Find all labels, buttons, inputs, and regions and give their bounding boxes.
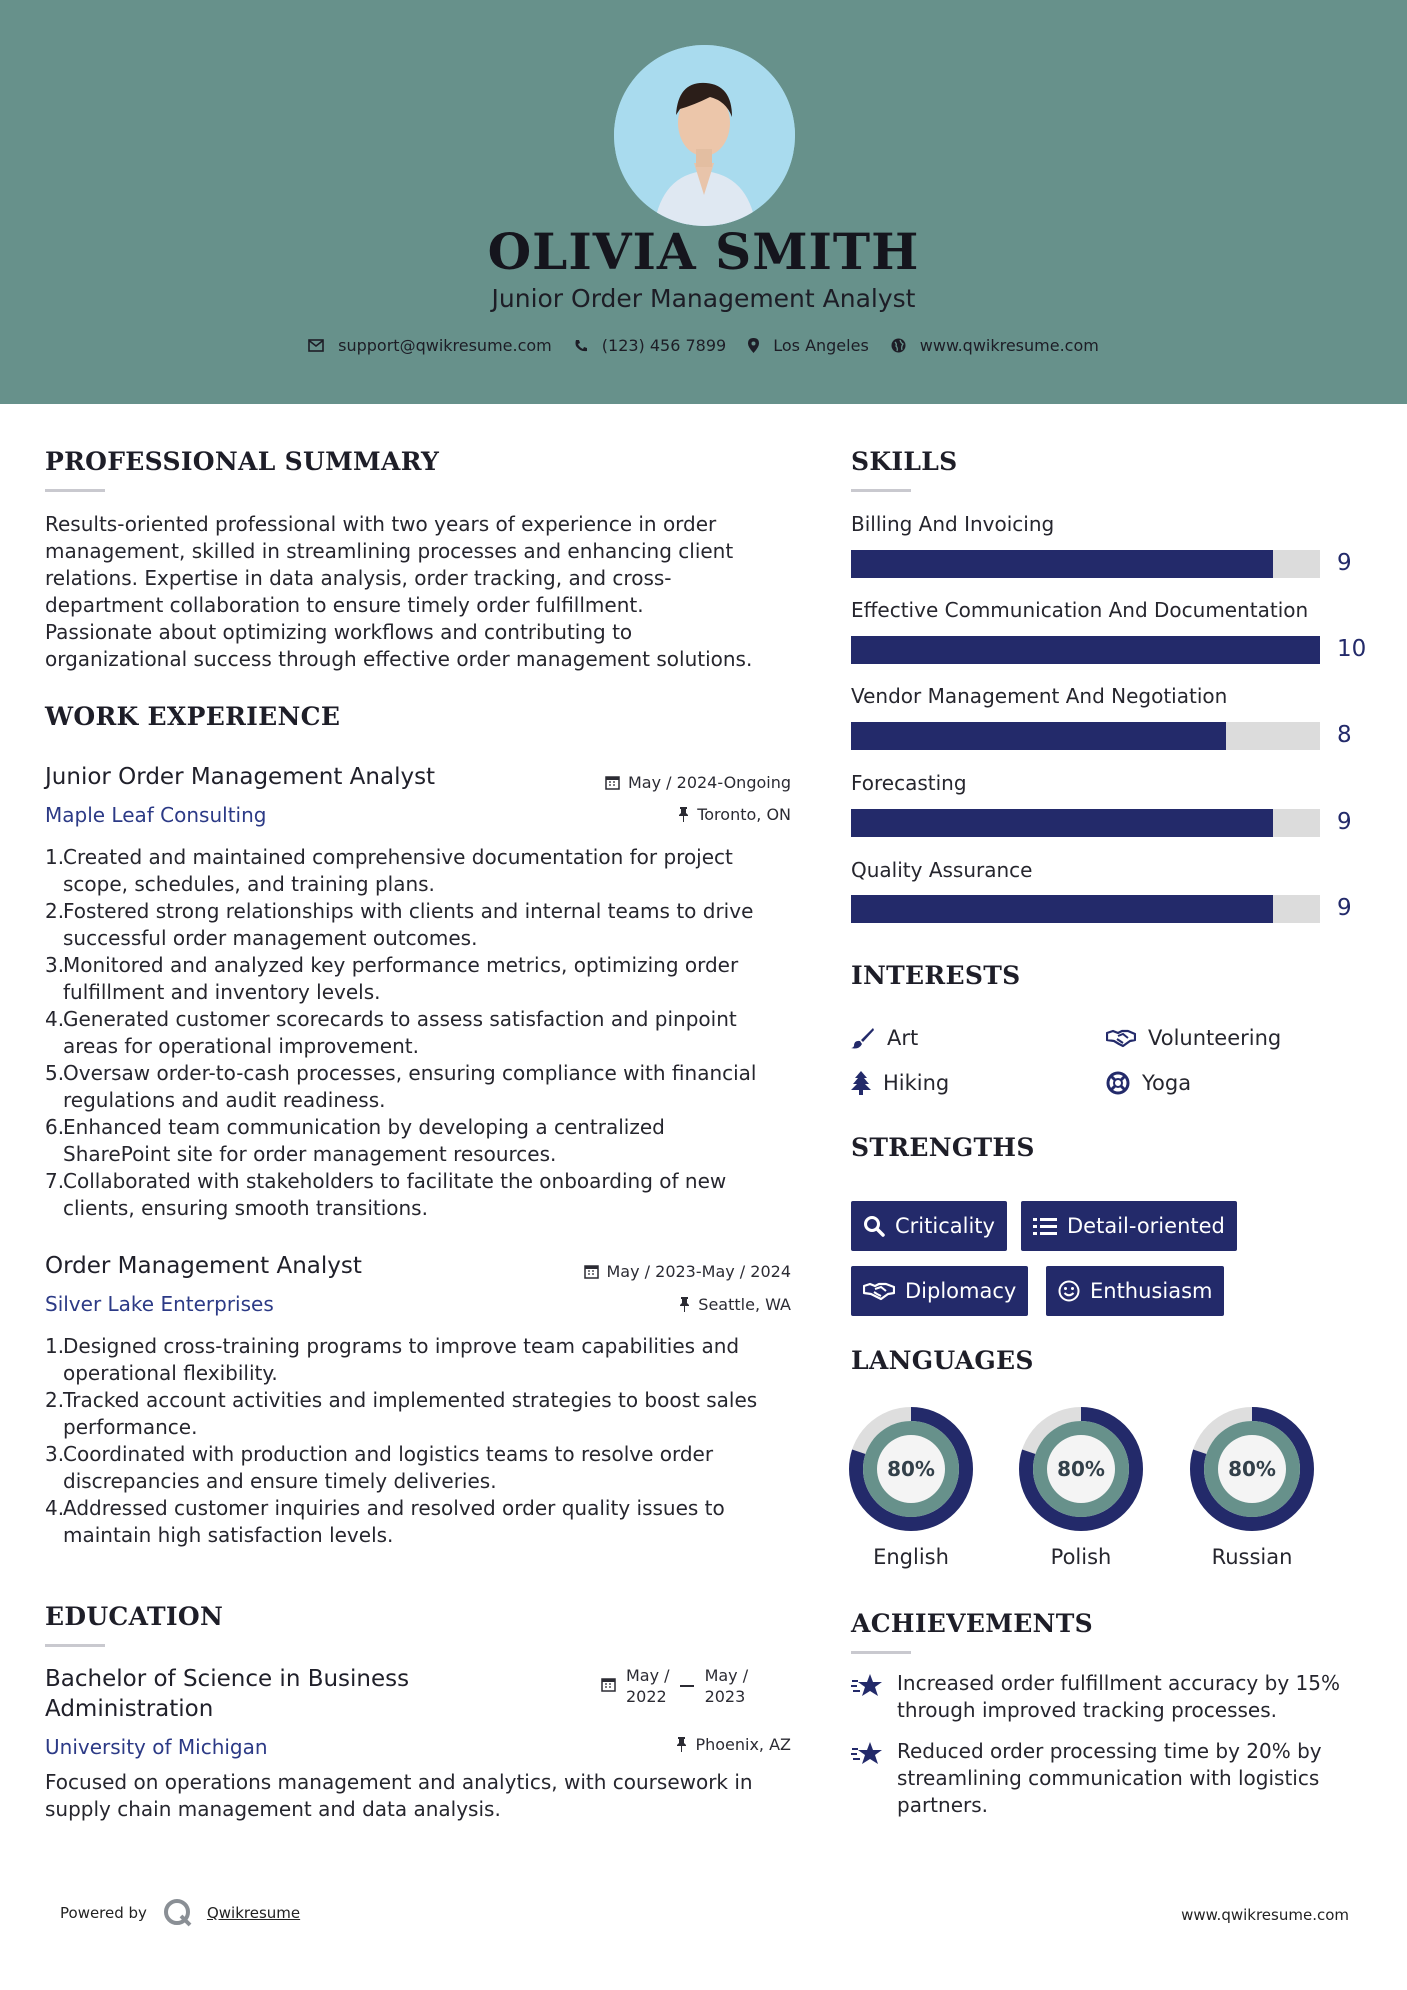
header-banner [0,0,1407,404]
list-item: 5. Oversaw order-to-cash processes, ensuring compliance with financial regulations and audit readiness. [45,1061,757,1112]
achievement-item [851,1670,1340,1724]
summary-line: organizational success through effective order management solutions. [45,647,753,671]
job-dates [605,773,791,792]
paintbrush-icon [851,1027,875,1049]
calendar-icon [584,1264,599,1279]
education-heading: EDUCATION [45,1602,224,1631]
pushpin-icon [678,807,689,822]
job-duties [45,844,805,1222]
skill-label: Vendor Management And Negotiation [851,684,1228,708]
skill-label: Forecasting [851,771,967,795]
interest-label: Hiking [883,1071,950,1095]
list-item: 2. Tracked account activities and implemented strategies to boost sales performance. [45,1388,758,1439]
job-dates-text: May / 2024-Ongoing [628,773,791,792]
interest-label: Volunteering [1148,1026,1282,1050]
pushpin-icon [679,1297,690,1312]
achievement-text: Increased order fulfillment accuracy by 15% through improved tracking processes. [897,1671,1340,1722]
star-award-icon [851,1672,883,1698]
degree-line: Bachelor of Science in Business [45,1666,410,1692]
candidate-name: OLIVIA SMITH [487,222,920,281]
education-desc-line: Focused on operations management and analytics, with coursework in [45,1770,753,1794]
handshake-icon [863,1281,895,1301]
contact-phone-text: (123) 456 7899 [601,336,727,355]
handshake-icon [1106,1028,1136,1048]
strength-badge [851,1201,1007,1251]
language-percent: 80% [1057,1457,1105,1481]
smile-icon [1058,1280,1080,1302]
achievements-heading: ACHIEVEMENTS [851,1609,1093,1638]
contact-location-text: Los Angeles [773,336,869,355]
list-item: 1. Designed cross-training programs to improve team capabilities and operational flexibility. [45,1334,740,1385]
interest-volunteering [1106,1026,1281,1050]
education-location [676,1735,791,1754]
education-description [45,1769,805,1823]
skill-bar [851,809,1320,837]
list-item: 6. Enhanced team communication by developing a centralized SharePoint site for order management resources. [45,1115,665,1166]
skill-bar [851,722,1320,750]
skill-bar [851,636,1320,664]
list-item: 7. Collaborated with stakeholders to facilitate the onboarding of new clients, ensuring smooth transitions. [45,1169,727,1220]
experience-heading: WORK EXPERIENCE [45,702,341,731]
strength-label: Diplomacy [905,1279,1017,1303]
contact-bar [0,336,1407,355]
job-title: Junior Order Management Analyst [45,764,436,790]
skill-label: Quality Assurance [851,858,1033,882]
strength-label: Criticality [895,1214,995,1238]
language-name: Russian [1211,1545,1293,1569]
strength-label: Enthusiasm [1090,1279,1213,1303]
summary-line: management, skilled in streamlining processes and enhancing client [45,539,734,563]
skill-value: 9 [1337,895,1352,921]
degree-title [45,1664,409,1724]
languages-heading: LANGUAGES [851,1346,1034,1375]
degree-line: Administration [45,1696,214,1722]
skill-bar-fill [851,550,1273,578]
summary-line: relations. Expertise in data analysis, order tracking, and cross- [45,566,672,590]
language-donut [1187,1404,1317,1534]
skill-value: 10 [1337,636,1367,662]
interest-yoga [1106,1071,1191,1095]
summary-line: Results-oriented professional with two years of experience in order [45,512,717,536]
language-donut [1016,1404,1146,1534]
interest-hiking [851,1071,949,1095]
qwikresume-logo-icon [163,1898,193,1928]
calendar-icon [605,775,620,790]
life-ring-icon [1106,1071,1130,1095]
envelope-icon [308,339,324,352]
summary-text [45,511,805,673]
language-percent: 80% [1228,1457,1276,1481]
list-icon [1033,1216,1057,1236]
strength-label: Detail-oriented [1067,1214,1225,1238]
education-dates [601,1665,748,1707]
job-duties [45,1333,805,1549]
contact-email[interactable] [308,336,552,355]
pushpin-icon [676,1737,687,1752]
list-item: 2. Fostered strong relationships with clients and internal teams to drive successful order management outcomes. [45,899,754,950]
skill-bar [851,550,1320,578]
education-divider [45,1644,105,1647]
footer-site-link[interactable]: www.qwikresume.com [1181,1906,1349,1924]
skill-label: Billing And Invoicing [851,512,1055,536]
search-icon [863,1215,885,1237]
achievements-divider [851,1651,911,1654]
skill-value: 8 [1337,722,1352,748]
language-name: Polish [1050,1545,1112,1569]
summary-heading: PROFESSIONAL SUMMARY [45,447,440,476]
list-item: 4. Addressed customer inquiries and resolved order quality issues to maintain high satisfaction levels. [45,1496,725,1547]
achievement-text: Reduced order processing time by 20% by streamlining communication with logistics partners. [897,1739,1322,1817]
interest-label: Yoga [1142,1071,1192,1095]
footer-powered-by [60,1898,300,1928]
school-name: University of Michigan [45,1735,268,1759]
job-location [679,1295,791,1314]
education-end: May / 2023 [704,1666,749,1706]
skill-bar-fill [851,636,1320,664]
interests-heading: INTERESTS [851,961,1021,990]
education-desc-line: supply chain management and data analysis. [45,1797,501,1821]
brand-link[interactable]: Qwikresume [206,1904,301,1922]
skill-bar-fill [851,895,1273,923]
phone-icon [574,339,588,353]
education-location-text: Phoenix, AZ [695,1735,791,1754]
contact-location [748,336,869,355]
list-item: 3. Coordinated with production and logistics teams to resolve order discrepancies and ensure timely deliveries. [45,1442,714,1493]
interest-label: Art [887,1026,919,1050]
strength-badge [1046,1266,1224,1316]
summary-line: department collaboration to ensure timely order fulfillment. [45,593,644,617]
language-percent: 80% [887,1457,935,1481]
skill-value: 9 [1337,550,1352,576]
list-item: 4. Generated customer scorecards to assess satisfaction and pinpoint areas for operational improvement. [45,1007,737,1058]
skill-bar [851,895,1320,923]
list-item: 3. Monitored and analyzed key performance metrics, optimizing order fulfillment and inventory levels. [45,953,739,1004]
globe-icon [891,338,906,353]
contact-email-text: support@qwikresume.com [338,336,552,355]
strength-badge [851,1266,1028,1316]
summary-divider [45,489,105,492]
star-award-icon [851,1740,883,1766]
calendar-icon [601,1677,616,1692]
job-location [678,805,791,824]
education-start: May / 2022 [626,1666,670,1706]
skill-value: 9 [1337,809,1352,835]
contact-website-text: www.qwikresume.com [919,336,1099,355]
job-dates-text: May / 2023-May / 2024 [606,1262,791,1281]
interest-art [851,1026,918,1050]
achievement-item [851,1738,1322,1819]
job-title: Order Management Analyst [45,1253,362,1279]
job-dates [584,1262,792,1281]
job-location-text: Toronto, ON [697,805,791,824]
job-company: Maple Leaf Consulting [45,803,267,827]
tree-icon [851,1071,871,1095]
skill-bar-fill [851,722,1226,750]
summary-line: Passionate about optimizing workflows and contributing to [45,620,633,644]
candidate-title: Junior Order Management Analyst [491,284,916,313]
contact-phone[interactable] [574,336,726,355]
avatar [614,45,795,226]
job-company: Silver Lake Enterprises [45,1292,274,1316]
language-donut [846,1404,976,1534]
language-name: English [873,1545,949,1569]
skills-divider [851,489,911,492]
strengths-heading: STRENGTHS [851,1133,1035,1162]
job-location-text: Seattle, WA [698,1295,791,1314]
strength-badge [1021,1201,1237,1251]
skill-label: Effective Communication And Documentation [851,598,1309,622]
date-separator [680,1685,694,1687]
map-pin-icon [748,338,759,353]
skills-heading: SKILLS [851,447,958,476]
powered-by-label: Powered by [60,1904,147,1922]
contact-website[interactable] [891,336,1099,355]
list-item: 1. Created and maintained comprehensive documentation for project scope, schedules, and training plans. [45,845,733,896]
skill-bar-fill [851,809,1273,837]
